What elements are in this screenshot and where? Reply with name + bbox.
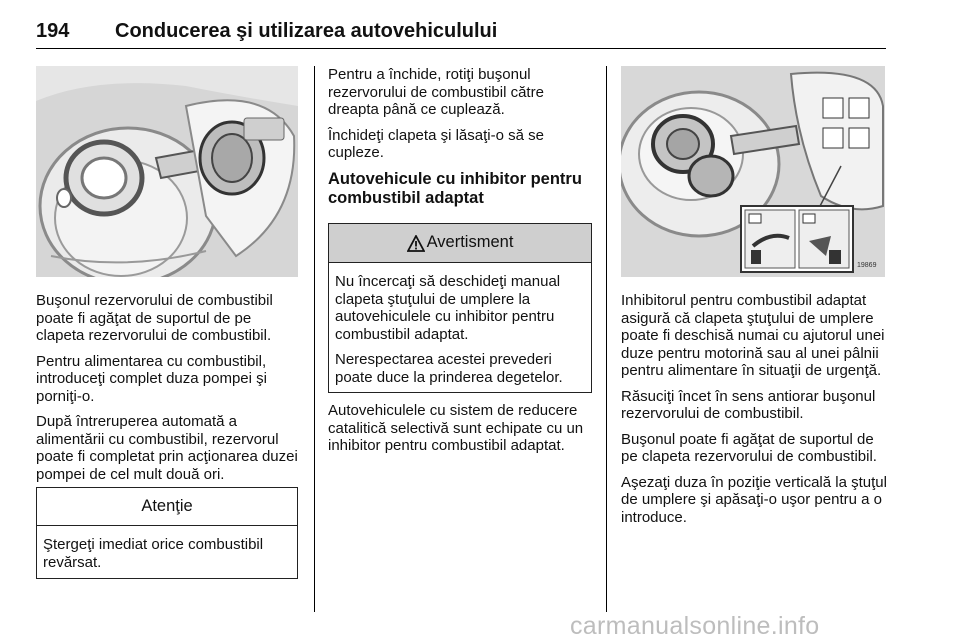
paragraph: După întreruperea automată a alimentării cu combustibil, rezervorul poate fi completat prin acţionarea duzei pompei de cel mult două ori. — [36, 413, 298, 483]
column-1 — [36, 292, 300, 491]
caution-text: Ştergeţi imediat orice combustibil revărsat. — [43, 536, 264, 571]
caution-box — [36, 487, 298, 579]
page-title: Conducerea şi utilizarea autovehiculului — [115, 20, 498, 42]
caution-body — [37, 526, 297, 585]
warning-text: Nerespectarea acestei prevederi poate duce la prinderea degetelor. — [335, 351, 563, 386]
warning-header — [329, 224, 591, 263]
paragraph: Inhibitorul pentru combustibil adaptat asigură că clapeta ştuţului de umplere poate fi deschisă numai cu ajutorul unei duze pentru motorină sau al unei pâlnii pentru alimentare în situaţii de urgenţă. — [621, 292, 885, 379]
fuel-cap-illustration — [36, 66, 298, 277]
paragraph: Pentru alimentarea cu combustibil, introduceţi complet duza pompei şi porniţi-o. — [36, 352, 267, 405]
warning-text: Nu încercaţi să deschideţi manual clapeta ştuţului de umplere la autovehiculele cu inhibitor pentru combustibil adaptat. — [335, 273, 561, 343]
column-2-lower — [328, 402, 600, 463]
warning-body — [329, 263, 591, 400]
section-heading: Autovehicule cu inhibitor pentru combustibil adaptat — [328, 169, 582, 207]
caution-heading: Atenţie — [37, 488, 297, 526]
watermark: carmanualsonline.info — [570, 612, 820, 640]
column-divider-right — [606, 66, 607, 612]
header-rule — [36, 48, 886, 49]
warning-triangle-icon — [407, 235, 425, 252]
fuel-inhibitor-figure — [621, 66, 885, 277]
paragraph: Pentru a închide, rotiţi buşonul rezervorului de combustibil către dreapta până ce cuplează. — [328, 66, 544, 118]
page-number: 194 — [36, 20, 70, 42]
paragraph: Buşonul rezervorului de combustibil poate fi agăţat de suportul de pe clapeta rezervorului de combustibil. — [36, 292, 273, 344]
column-2 — [328, 66, 596, 217]
paragraph: Autovehiculele cu sistem de reducere catalitică selectivă sunt echipate cu un inhibitor pentru combustibil adaptat. — [328, 402, 584, 454]
paragraph: Răsuciţi încet în sens antiorar buşonul rezervorului de combustibil. — [621, 387, 876, 422]
warning-box — [328, 223, 592, 393]
paragraph: Închideţi clapeta şi lăsaţi-o să se cupleze. — [328, 126, 544, 161]
fuel-inhibitor-illustration — [621, 66, 885, 277]
figure-code: 19869 — [857, 262, 877, 269]
column-divider-left — [314, 66, 315, 612]
paragraph: Aşezaţi duza în poziţie verticală la ştuţul de umplere şi apăsaţi-o uşor pentru a o introduce. — [621, 473, 887, 526]
fuel-cap-figure — [36, 66, 298, 277]
warning-heading: Avertisment — [426, 233, 514, 252]
column-3 — [621, 292, 891, 534]
page-header — [36, 8, 886, 48]
paragraph: Buşonul poate fi agăţat de suportul de pe clapeta rezervorului de combustibil. — [621, 430, 877, 465]
